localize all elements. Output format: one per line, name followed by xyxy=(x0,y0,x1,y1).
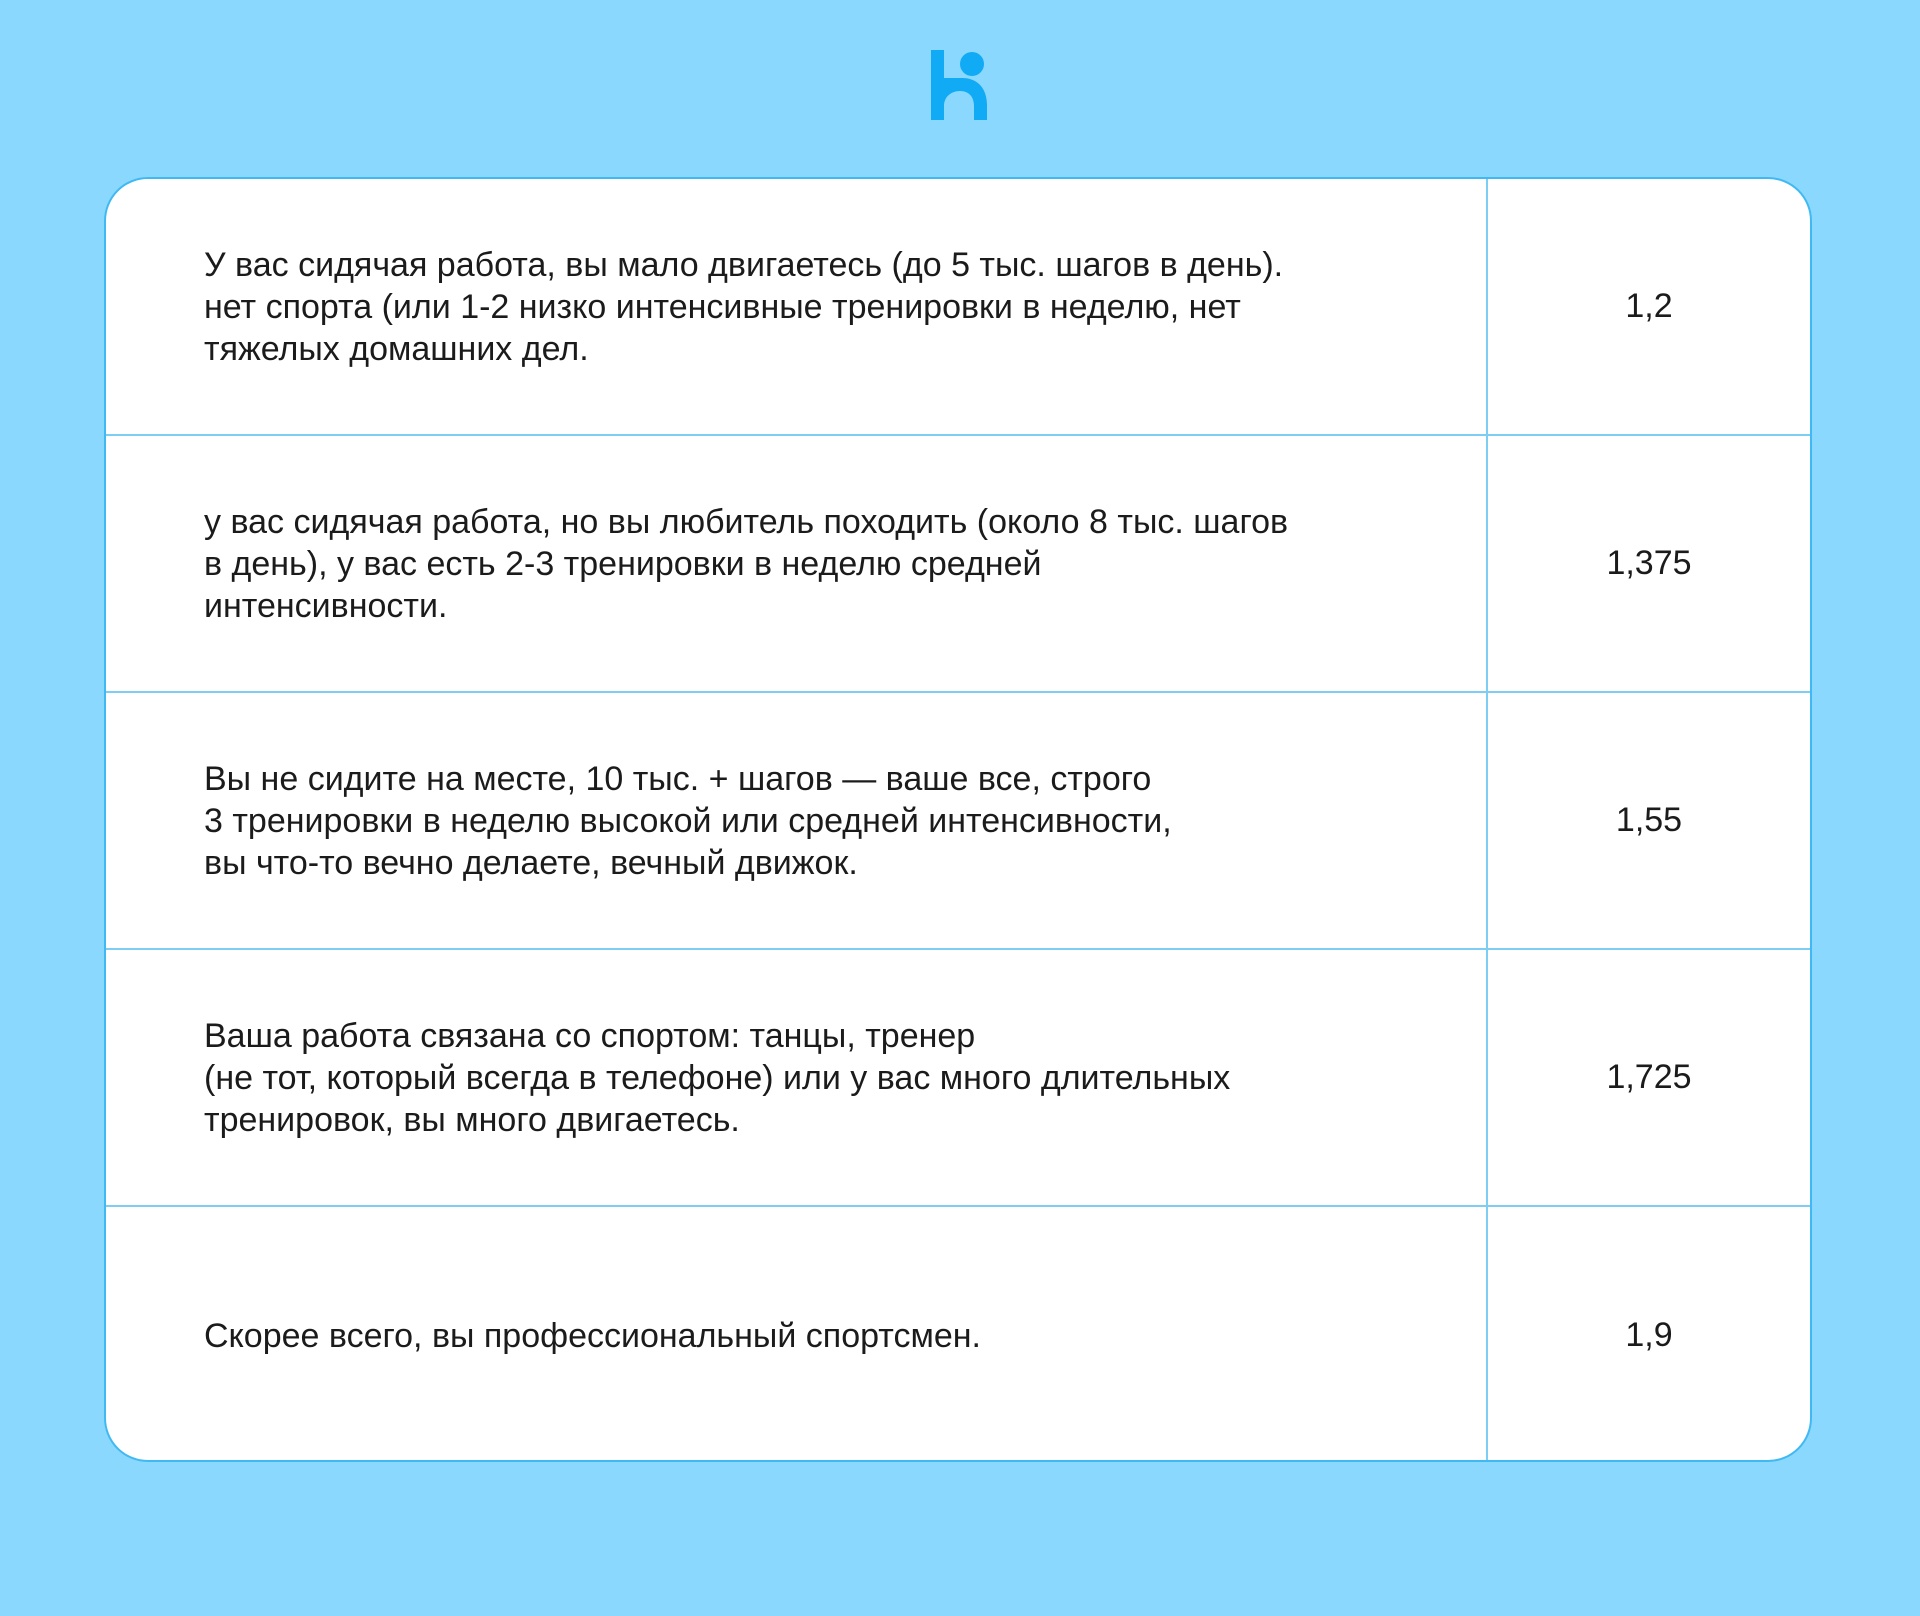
activity-coefficient: 1,9 xyxy=(1625,1316,1673,1354)
activity-coefficient: 1,375 xyxy=(1606,544,1692,582)
activity-description: У вас сидячая работа, вы мало двигаетесь (до 5 тыс. шагов в день). нет спорта (или 1-2 низко интенсивные тренировки в неделю, нет тяжелых домашних дел. xyxy=(204,245,1284,368)
k-logo-icon xyxy=(929,48,993,122)
table-row xyxy=(106,693,1810,950)
activity-description: у вас сидячая работа, но вы любитель походить (около 8 тыс. шагов в день), у вас есть 2-3 тренировки в неделю средней интенсивности. xyxy=(204,502,1289,625)
table-row xyxy=(106,179,1810,436)
activity-description: Скорее всего, вы профессиональный спортсмен. xyxy=(204,1316,981,1355)
table-row xyxy=(106,1207,1810,1462)
activity-coefficient: 1,725 xyxy=(1606,1058,1692,1096)
column-divider xyxy=(1486,179,1488,1460)
activity-description: Ваша работа связана со спортом: танцы, тренер (не тот, который всегда в телефоне) или у вас много длительных тренировок, вы много двигаетесь. xyxy=(204,1016,1231,1139)
table-row xyxy=(106,950,1810,1207)
activity-coefficient: 1,55 xyxy=(1615,801,1683,839)
activity-coefficient: 1,2 xyxy=(1625,287,1673,325)
activity-coefficient-table xyxy=(104,177,1812,1462)
table-row xyxy=(106,436,1810,693)
activity-description: Вы не сидите на месте, 10 тыс. + шагов — ваше все, строго 3 тренировки в неделю высокой или средней интенсивности, вы что-то вечно делаете, вечный движок. xyxy=(204,759,1172,882)
